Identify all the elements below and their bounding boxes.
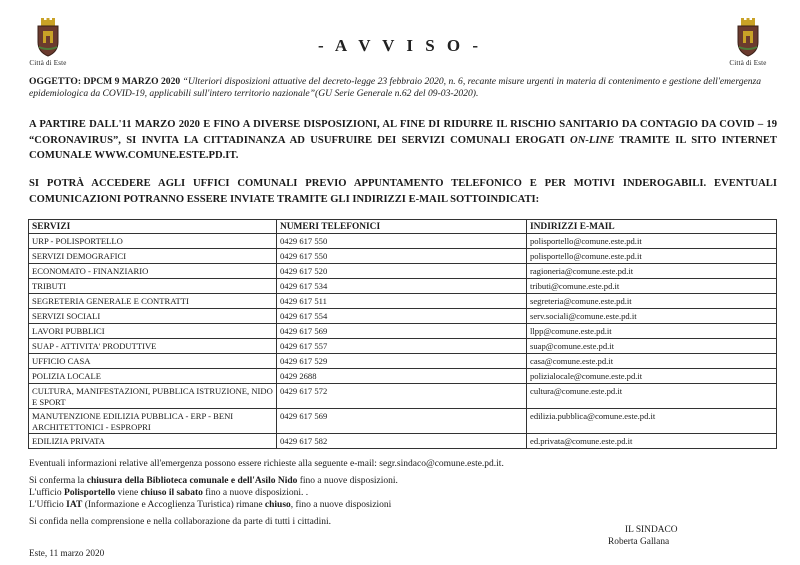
signature-name: Roberta Gallana <box>608 537 670 547</box>
library-closure-note <box>29 475 777 487</box>
services-table <box>28 219 777 449</box>
email-cell: ragioneria@comune.este.pd.it <box>527 264 777 279</box>
email-cell: cultura@comune.este.pd.it <box>527 384 777 409</box>
note-text: , fino a nuove disposizioni <box>290 500 392 510</box>
note-emphasis: IAT <box>66 500 83 510</box>
email-cell: tributi@comune.este.pd.it <box>527 279 777 294</box>
service-cell: MANUTENZIONE EDILIZIA PUBBLICA - ERP - BENI ARCHITETTONICI - ESPROPRI <box>29 409 277 434</box>
phone-cell: 0429 617 534 <box>277 279 527 294</box>
service-cell: LAVORI PUBBLICI <box>29 324 277 339</box>
email-cell: serv.sociali@comune.este.pd.it <box>527 309 777 324</box>
table-row <box>29 409 777 434</box>
notes-section <box>29 458 777 528</box>
phone-cell: 0429 617 511 <box>277 294 527 309</box>
phone-cell: 0429 617 582 <box>277 434 527 449</box>
paragraph-text: A PARTIRE DALL'11 MARZO 2020 E FINO A DIVERSE DISPOSIZIONI, AL FINE DI RIDURRE IL RISCHIO SANITARIO DA CONTAGIO DA COVID – 19 “CORONAVIRUS”, SI INVITA LA CITTADINANZA AD USUFRUIRE DEI SERVIZI COMUNALI EROGATI <box>29 119 777 146</box>
table-row <box>29 294 777 309</box>
online-emphasis: ON-LINE <box>570 134 615 146</box>
service-cell: TRIBUTI <box>29 279 277 294</box>
table-row <box>29 354 777 369</box>
email-cell: casa@comune.este.pd.it <box>527 354 777 369</box>
note-text: (Informazione e Accoglienza Turistica) rimane <box>82 500 265 510</box>
phone-cell: 0429 617 550 <box>277 234 527 249</box>
phone-cell: 0429 617 550 <box>277 249 527 264</box>
crest-label: Città di Este <box>729 59 767 67</box>
service-cell: UFFICIO CASA <box>29 354 277 369</box>
phone-cell: 0429 617 520 <box>277 264 527 279</box>
note-emphasis: Polisportello <box>64 488 116 498</box>
mayor-signature <box>608 524 728 548</box>
crest-label: Città di Este <box>29 59 67 67</box>
email-cell: edilizia.pubblica@comune.este.pd.it <box>527 409 777 434</box>
notice-paragraph-online <box>29 117 777 164</box>
note-text: Si conferma la <box>29 476 87 486</box>
table-row <box>29 234 777 249</box>
email-cell: llpp@comune.este.pd.it <box>527 324 777 339</box>
signature-role: IL SINDACO <box>625 525 678 535</box>
service-cell: EDILIZIA PRIVATA <box>29 434 277 449</box>
subject-text: “Ulteriori disposizioni attuative del decreto-legge 23 febbraio 2020, n. 6, recante misure urgenti in materia di contenimento e gestione dell'emergenza epidemiologica da COVID-19, applicabili sull'intero territorio nazionale”(GU Serie Generale n.62 del 09-03-2020). <box>29 76 762 99</box>
table-row <box>29 369 777 384</box>
service-cell: POLIZIA LOCALE <box>29 369 277 384</box>
column-header-emails: INDIRIZZI E-MAIL <box>527 220 777 234</box>
email-cell: ed.privata@comune.este.pd.it <box>527 434 777 449</box>
note-text: fino a nuove disposizioni. <box>297 476 398 486</box>
phone-cell: 0429 2688 <box>277 369 527 384</box>
iat-note <box>29 499 777 511</box>
service-cell: CULTURA, MANIFESTAZIONI, PUBBLICA ISTRUZIONE, NIDO E SPORT <box>29 384 277 409</box>
email-cell: polisportello@comune.este.pd.it <box>527 234 777 249</box>
column-header-phones: NUMERI TELEFONICI <box>277 220 527 234</box>
notice-paragraph-appointment: SI POTRÀ ACCEDERE AGLI UFFICI COMUNALI PREVIO APPUNTAMENTO TELEFONICO E PER MOTIVI INDEROGABILI. EVENTUALI COMUNICAZIONI POTRANNO ESSERE INVIATE TRAMITE GLI INDIRIZZI E-MAIL SOTTOINDICATI: <box>29 178 777 205</box>
email-cell: polisportello@comune.este.pd.it <box>527 249 777 264</box>
service-cell: SEGRETERIA GENERALE E CONTRATTI <box>29 294 277 309</box>
service-cell: URP - POLISPORTELLO <box>29 234 277 249</box>
info-email-note: Eventuali informazioni relative all'emergenza possono essere richieste alla seguente e-mail: segr.sindaco@comune.este.pd.it. <box>29 459 504 469</box>
table-row <box>29 339 777 354</box>
service-cell: ECONOMATO - FINANZIARIO <box>29 264 277 279</box>
column-header-services: SERVIZI <box>29 220 277 234</box>
note-text: viene <box>115 488 141 498</box>
table-row <box>29 324 777 339</box>
note-emphasis: chiusura della Biblioteca comunale e dell'Asilo Nido <box>86 476 298 486</box>
table-row <box>29 309 777 324</box>
table-header-row <box>29 220 777 234</box>
polisportello-note <box>29 487 777 499</box>
service-cell: SUAP - ATTIVITA' PRODUTTIVE <box>29 339 277 354</box>
document-date: Este, 11 marzo 2020 <box>29 548 105 558</box>
table-row <box>29 279 777 294</box>
email-cell: segreteria@comune.este.pd.it <box>527 294 777 309</box>
note-text: fino a nuove disposizioni. . <box>202 488 309 498</box>
table-row <box>29 434 777 449</box>
email-cell: suap@comune.este.pd.it <box>527 339 777 354</box>
phone-cell: 0429 617 554 <box>277 309 527 324</box>
phone-cell: 0429 617 569 <box>277 409 527 434</box>
phone-cell: 0429 617 569 <box>277 324 527 339</box>
service-cell: SERVIZI SOCIALI <box>29 309 277 324</box>
subject-line <box>29 76 777 99</box>
notice-title: - A V V I S O - <box>317 36 483 55</box>
note-emphasis: chiuso il sabato <box>140 488 203 498</box>
subject-label: OGGETTO: DPCM 9 MARZO 2020 <box>29 76 181 87</box>
email-cell: polizialocale@comune.este.pd.it <box>527 369 777 384</box>
note-text: L'ufficio <box>29 488 65 498</box>
table-row <box>29 384 777 409</box>
table-row <box>29 249 777 264</box>
service-cell: SERVIZI DEMOGRAFICI <box>29 249 277 264</box>
phone-cell: 0429 617 572 <box>277 384 527 409</box>
note-text: L'Ufficio <box>29 500 67 510</box>
note-emphasis: chiuso <box>264 500 291 510</box>
phone-cell: 0429 617 529 <box>277 354 527 369</box>
phone-cell: 0429 617 557 <box>277 339 527 354</box>
paragraph-text: TRAMITE IL SITO INTERNET COMUNALE WWW.COMUNE.ESTE.PD.IT. <box>29 134 778 161</box>
closing-note: Si confida nella comprensione e nella collaborazione da parte di tutti i cittadini. <box>29 517 332 527</box>
table-row <box>29 264 777 279</box>
